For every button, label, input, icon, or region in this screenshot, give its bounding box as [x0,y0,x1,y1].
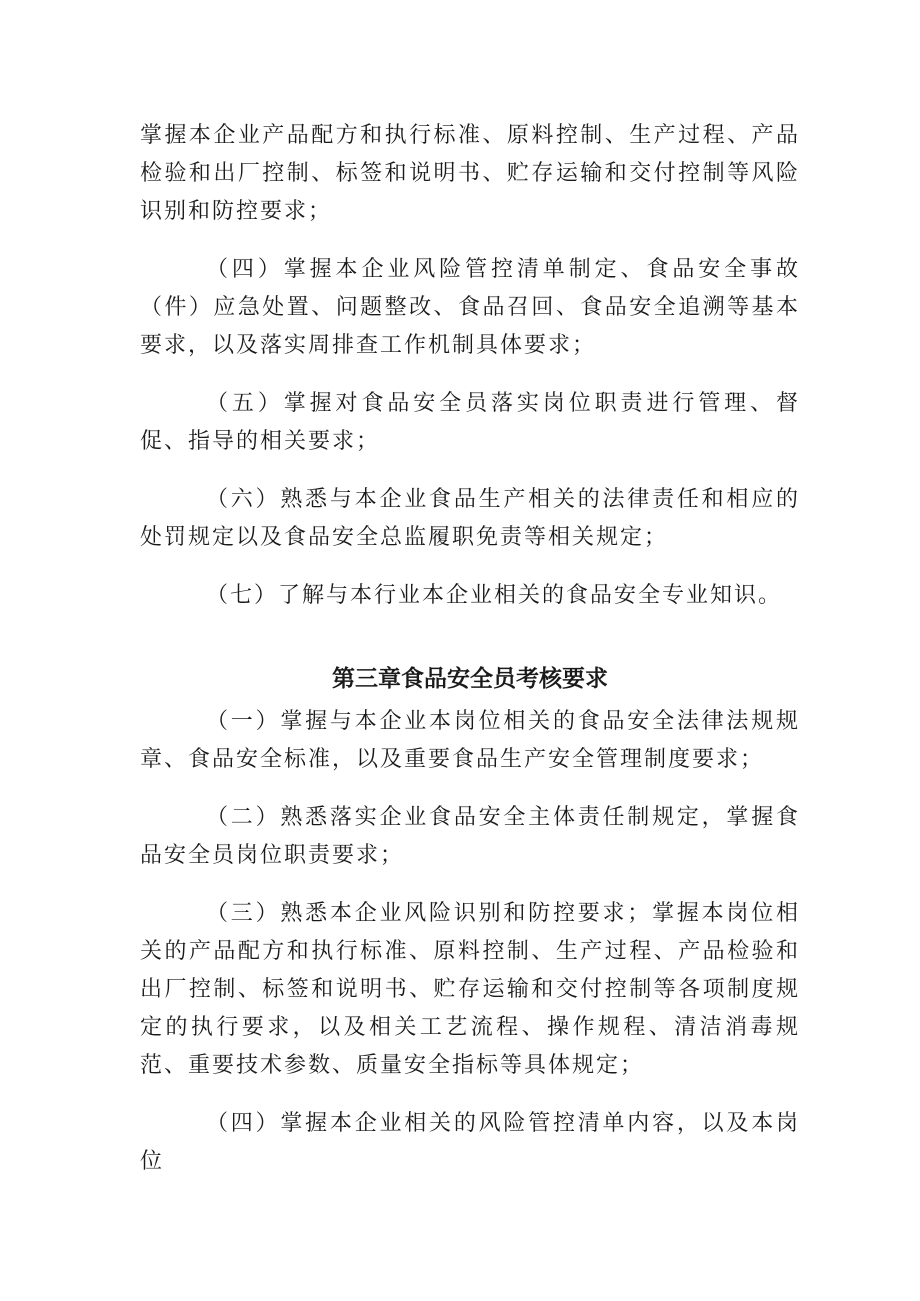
paragraph-item-2: （二）熟悉落实企业食品安全主体责任制规定，掌握食品安全员岗位职责要求； [140,805,800,868]
chapter-heading: 第三章食品安全员考核要求 [332,666,608,692]
paragraph-item-3: （三）熟悉本企业风险识别和防控要求；掌握本岗位相关的产品配方和执行标准、原料控制、生产过程、产品检验和出厂控制、标签和说明书、贮存运输和交付控制等各项制度规定的执行要求，以及相关工艺流程、操作规程、清洁消毒规范、重要技术参数、质量安全指标等具体规定； [140,901,800,1078]
paragraph-item-4: （四）掌握本企业风险管控清单制定、食品安全事故（件）应急处置、问题整改、食品召回、食品安全追溯等基本要求，以及落实周排查工作机制具体要求； [140,257,800,358]
paragraph-continuation: 掌握本企业产品配方和执行标准、原料控制、生产过程、产品检验和出厂控制、标签和说明书、贮存运输和交付控制等风险识别和防控要求； [140,123,800,224]
paragraph-item-7: （七）了解与本行业本企业相关的食品安全专业知识。 [206,583,783,608]
paragraph-item-5: （五）掌握对食品安全员落实岗位职责进行管理、督促、指导的相关要求； [140,391,800,454]
paragraph-item-4-partial: （四）掌握本企业相关的风险管控清单内容，以及本岗位 [140,1111,800,1174]
paragraph-item-1: （一）掌握与本企业本岗位相关的食品安全法律法规规章、食品安全标准，以及重要食品生产安全管理制度要求； [140,709,800,772]
paragraph-item-6: （六）熟悉与本企业食品生产相关的法律责任和相应的处罚规定以及食品安全总监履职免责等相关规定； [140,487,800,550]
